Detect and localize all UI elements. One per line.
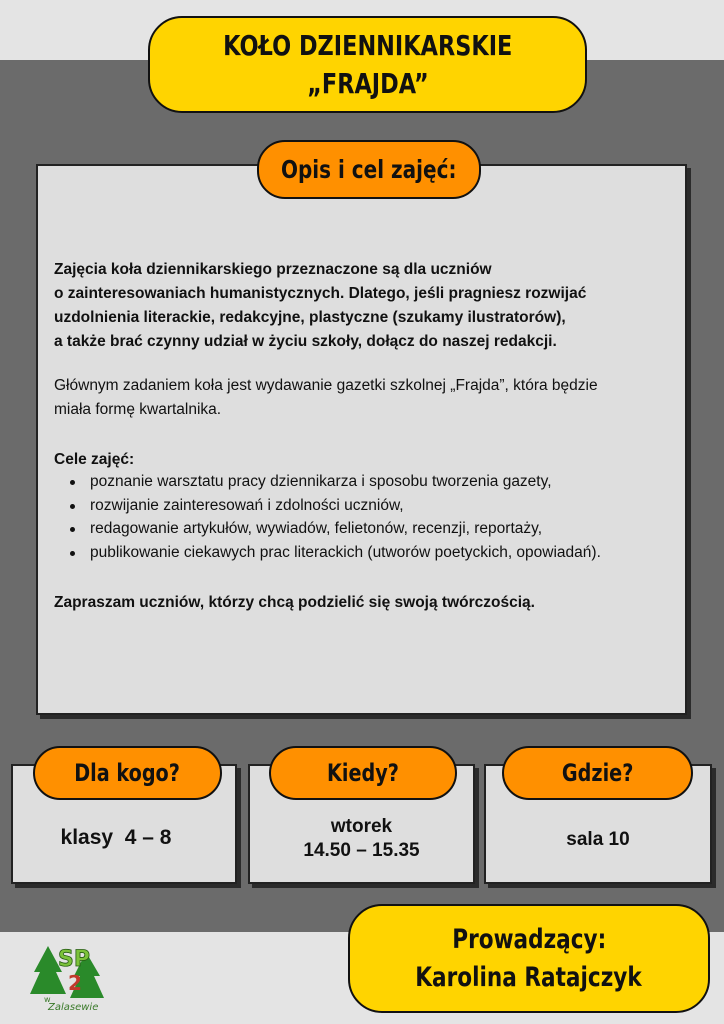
logo-letters: SP	[58, 947, 90, 972]
where-heading-label: Gdzie?	[561, 759, 634, 787]
intro-line: a także brać czynny udział w życiu szkoły, dołącz do naszej redakcji.	[54, 333, 557, 350]
when-heading	[269, 746, 457, 800]
main-task-paragraph	[54, 374, 674, 422]
main-task-line: Głównym zadaniem koła jest wydawanie gazetki szkolnej „Frajda”, która będzie	[54, 377, 598, 394]
page-title	[148, 16, 587, 113]
main-task-line: miała formę kwartalnika.	[54, 401, 222, 418]
when-value	[248, 815, 475, 863]
description-heading	[257, 140, 481, 199]
intro-line: o zainteresowaniach humanistycznych. Dlatego, jeśli pragniesz rozwijać	[54, 285, 587, 302]
who-heading	[33, 746, 222, 800]
description-box	[36, 164, 687, 715]
school-logo	[30, 938, 110, 1014]
intro-line: Zajęcia koła dziennikarskiego przeznaczone są dla uczniów	[54, 261, 492, 278]
goals-list	[54, 470, 710, 564]
intro-line: uzdolnienia literackie, redakcyjne, plastyczne (szukamy ilustratorów),	[54, 309, 566, 326]
description-heading-label: Opis i cel zajęć:	[281, 155, 457, 184]
goal-item: publikowanie ciekawych prac literackich (utworów poetyckich, opowiadań).	[90, 541, 710, 565]
intro-paragraph	[54, 258, 674, 354]
goal-item: rozwijanie zainteresowań i zdolności uczniów,	[90, 494, 710, 518]
goal-item: poznanie warsztatu pracy dziennikarza i sposobu tworzenia gazety,	[90, 470, 710, 494]
when-time: 14.50 – 15.35	[303, 840, 420, 861]
goals-title: Cele zajęć:	[54, 451, 135, 468]
leader-box	[348, 904, 710, 1013]
where-heading	[502, 746, 693, 800]
when-heading-label: Kiedy?	[327, 759, 399, 787]
goal-item: redagowanie artykułów, wywiadów, felietonów, recenzji, reportaży,	[90, 517, 710, 541]
logo-number: 2	[68, 971, 82, 995]
title-line-2: „FRAJDA”	[306, 66, 429, 100]
who-heading-label: Dla kogo?	[74, 759, 181, 787]
leader-label: Prowadzący:	[451, 923, 606, 955]
logo-caption-w: w	[44, 995, 51, 1004]
when-day: wtorek	[330, 816, 393, 837]
invitation-text: Zapraszam uczniów, którzy chcą podzielić się swoją twórczością.	[54, 594, 535, 611]
who-value: klasy 4 – 8	[60, 826, 172, 849]
where-value: sala 10	[566, 829, 630, 850]
logo-caption: Zalasewie	[48, 1002, 99, 1013]
title-line-1: KOŁO DZIENNIKARSKIE	[222, 28, 513, 62]
leader-name: Karolina Ratajczyk	[415, 961, 643, 993]
